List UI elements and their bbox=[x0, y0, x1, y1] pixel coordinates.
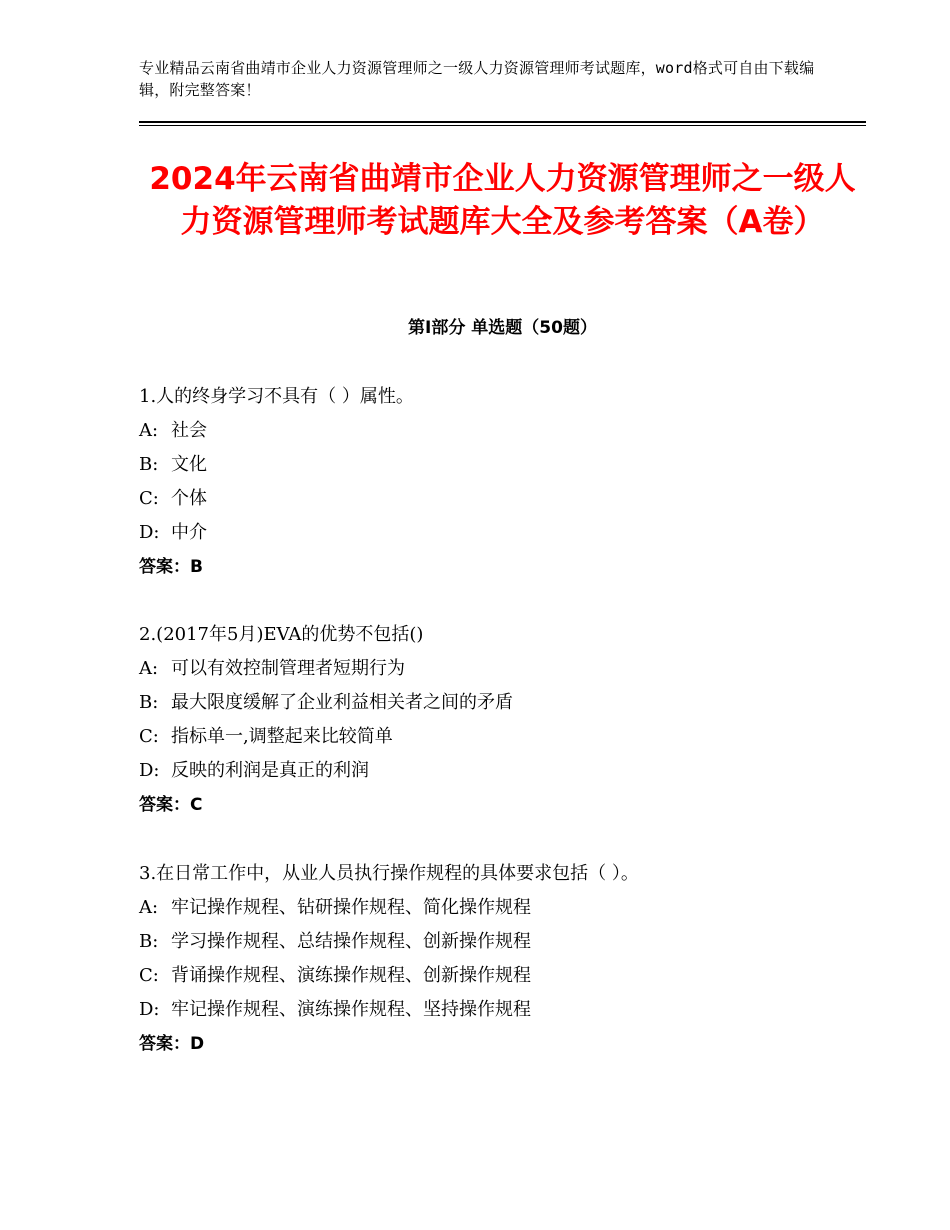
option-letter: D: bbox=[139, 522, 160, 543]
option-letter: A: bbox=[139, 420, 159, 441]
option-a bbox=[139, 652, 866, 686]
header-rule-thin bbox=[139, 125, 866, 126]
option-letter: D: bbox=[139, 999, 160, 1020]
answer-value: C bbox=[190, 795, 203, 815]
option-letter: C: bbox=[139, 726, 159, 747]
option-text: 牢记操作规程、演练操作规程、坚持操作规程 bbox=[171, 999, 531, 1020]
option-text: 文化 bbox=[171, 454, 207, 475]
option-letter: A: bbox=[139, 897, 159, 918]
section-title: 第Ⅰ部分 单选题（50题） bbox=[408, 318, 597, 338]
option-letter: C: bbox=[139, 488, 159, 509]
option-text: 个体 bbox=[171, 488, 207, 509]
option-b bbox=[139, 686, 866, 720]
answer-line bbox=[139, 550, 866, 584]
answer-label: 答案： bbox=[139, 557, 190, 577]
option-d bbox=[139, 993, 866, 1027]
answer-label: 答案： bbox=[139, 1034, 190, 1054]
option-letter: B: bbox=[139, 692, 159, 713]
answer-line bbox=[139, 1027, 866, 1061]
option-d bbox=[139, 516, 866, 550]
question-stem: 1.人的终身学习不具有（ ）属性。 bbox=[139, 386, 414, 407]
option-text: 指标单一,调整起来比较简单 bbox=[171, 726, 393, 747]
option-text: 中介 bbox=[171, 522, 207, 543]
option-text: 可以有效控制管理者短期行为 bbox=[171, 658, 405, 679]
option-text: 社会 bbox=[171, 420, 207, 441]
question-3 bbox=[139, 857, 866, 1061]
option-letter: D: bbox=[139, 760, 160, 781]
header-rule-thick bbox=[139, 121, 866, 123]
header-note: 专业精品云南省曲靖市企业人力资源管理师之一级人力资源管理师考试题库，word格式可自由下载编辑，附完整答案！ bbox=[139, 59, 815, 99]
option-letter: B: bbox=[139, 931, 159, 952]
option-text: 牢记操作规程、钻研操作规程、简化操作规程 bbox=[171, 897, 531, 918]
answer-value: D bbox=[190, 1034, 205, 1054]
option-text: 背诵操作规程、演练操作规程、创新操作规程 bbox=[171, 965, 531, 986]
question-1 bbox=[139, 380, 866, 584]
option-letter: C: bbox=[139, 965, 159, 986]
option-c bbox=[139, 959, 866, 993]
option-letter: A: bbox=[139, 658, 159, 679]
option-a bbox=[139, 891, 866, 925]
question-2 bbox=[139, 618, 866, 822]
question-stem: 2.(2017年5月)EVA的优势不包括() bbox=[139, 624, 424, 645]
option-c bbox=[139, 720, 866, 754]
option-d bbox=[139, 754, 866, 788]
answer-line bbox=[139, 788, 866, 822]
document-title: 2024年云南省曲靖市企业人力资源管理师之一级人力资源管理师考试题库大全及参考答案（A卷） bbox=[149, 161, 856, 240]
option-text: 学习操作规程、总结操作规程、创新操作规程 bbox=[171, 931, 531, 952]
answer-label: 答案： bbox=[139, 795, 190, 815]
option-b bbox=[139, 448, 866, 482]
question-stem: 3.在日常工作中，从业人员执行操作规程的具体要求包括（ ）。 bbox=[139, 863, 639, 884]
option-b bbox=[139, 925, 866, 959]
option-a bbox=[139, 414, 866, 448]
option-text: 反映的利润是真正的利润 bbox=[171, 760, 369, 781]
option-c bbox=[139, 482, 866, 516]
option-letter: B: bbox=[139, 454, 159, 475]
option-text: 最大限度缓解了企业利益相关者之间的矛盾 bbox=[171, 692, 513, 713]
answer-value: B bbox=[190, 557, 203, 577]
